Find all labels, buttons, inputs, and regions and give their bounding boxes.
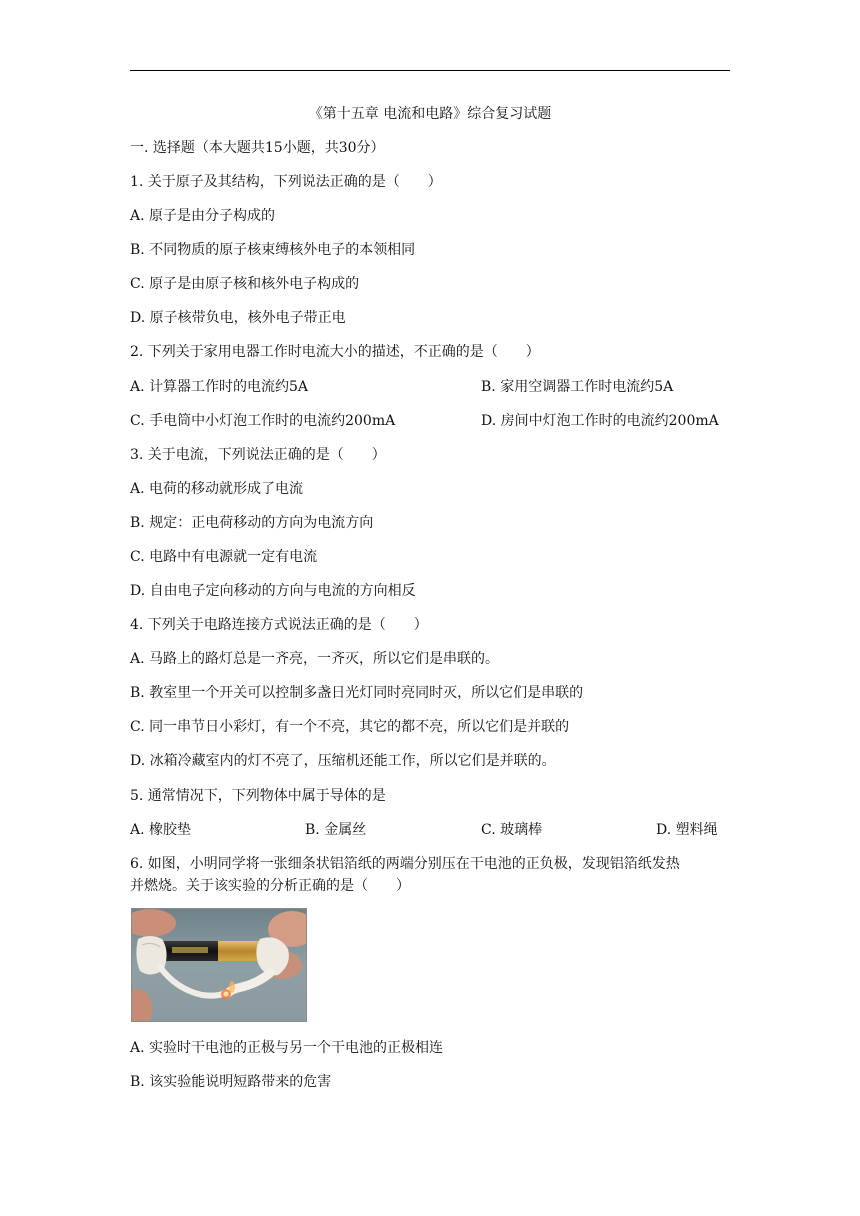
document-title: 《第十五章 电流和电路》综合复习试题 (308, 106, 552, 122)
question-3-option-a: A. 电荷的移动就形成了电流 (130, 481, 304, 497)
question-3-option-d: D. 自由电子定向移动的方向与电流的方向相反 (130, 583, 416, 599)
question-2-stem: 2. 下列关于家用电器工作时电流大小的描述，不正确的是（ ） (130, 344, 540, 360)
header-rule (130, 70, 730, 71)
question-4-option-c: C. 同一串节日小彩灯，有一个不亮，其它的都不亮，所以它们是并联的 (130, 719, 570, 735)
question-2-option-a: A. 计算器工作时的电流约5A (130, 379, 309, 395)
question-6-option-a: A. 实验时干电池的正极与另一个干电池的正极相连 (130, 1040, 444, 1056)
question-5-option-b: B. 金属丝 (305, 822, 367, 838)
question-1-option-c: C. 原子是由原子核和核外电子构成的 (130, 276, 360, 292)
question-1-stem: 1. 关于原子及其结构，下列说法正确的是（ ） (130, 174, 442, 190)
question-6-option-b: B. 该实验能说明短路带来的危害 (130, 1074, 332, 1090)
question-3-option-b: B. 规定：正电荷移动的方向为电流方向 (130, 515, 374, 531)
question-2-option-d: D. 房间中灯泡工作时的电流约200mA (481, 413, 719, 429)
question-2-option-b: B. 家用空调器工作时电流约5A (481, 379, 674, 395)
question-5-option-a: A. 橡胶垫 (130, 822, 192, 838)
experiment-photo (131, 908, 307, 1022)
question-3-stem: 3. 关于电流，下列说法正确的是（ ） (130, 447, 386, 463)
question-5-option-c: C. 玻璃棒 (481, 822, 543, 838)
question-1-option-d: D. 原子核带负电，核外电子带正电 (130, 310, 346, 326)
question-1-option-b: B. 不同物质的原子核束缚核外电子的本领相同 (130, 242, 416, 258)
question-3-option-c: C. 电路中有电源就一定有电流 (130, 549, 318, 565)
battery-foil-experiment-illustration (132, 909, 307, 1022)
question-4-option-d: D. 冰箱冷藏室内的灯不亮了，压缩机还能工作，所以它们是并联的。 (130, 753, 556, 769)
question-4-stem: 4. 下列关于电路连接方式说法正确的是（ ） (130, 617, 428, 633)
section-heading: 一. 选择题（本大题共15小题，共30分） (130, 140, 385, 156)
question-2-option-c: C. 手电筒中小灯泡工作时的电流约200mA (130, 413, 396, 429)
question-6-stem-line-1: 6. 如图，小明同学将一张细条状铝箔纸的两端分别压在干电池的正负极，发现铝箔纸发热 (130, 856, 680, 872)
question-4-option-a: A. 马路上的路灯总是一齐亮，一齐灭，所以它们是串联的。 (130, 651, 500, 667)
question-5-option-d: D. 塑料绳 (656, 822, 718, 838)
question-4-option-b: B. 教室里一个开关可以控制多盏日光灯同时亮同时灭，所以它们是串联的 (130, 685, 584, 701)
question-6-stem-line-2: 并燃烧。关于该实验的分析正确的是（ ） (130, 878, 410, 894)
question-5-stem: 5. 通常情况下，下列物体中属于导体的是 (130, 788, 386, 804)
question-1-option-a: A. 原子是由分子构成的 (130, 208, 276, 224)
